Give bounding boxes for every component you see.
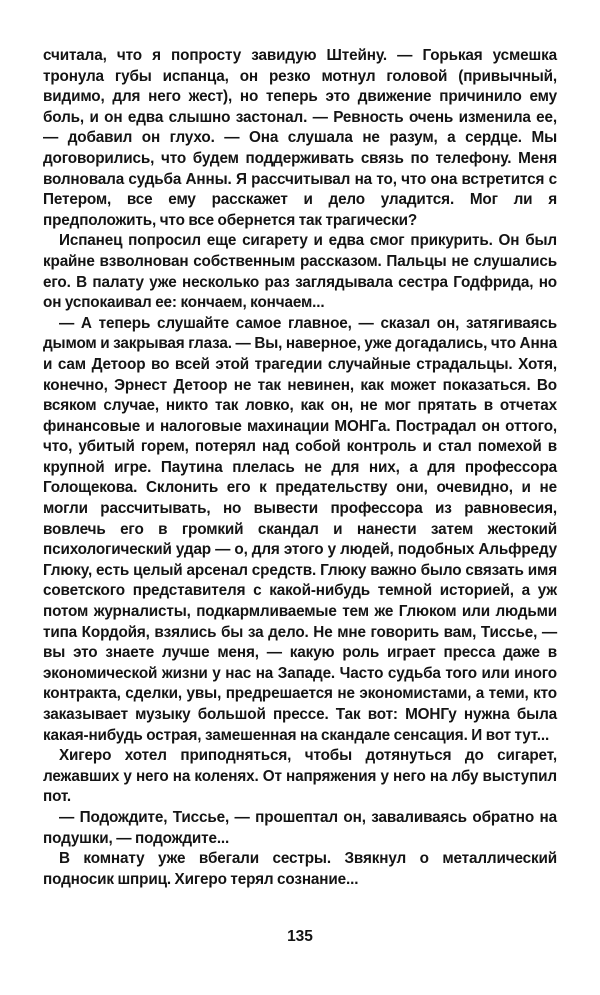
paragraph-5: — Подождите, Тиссье, — прошептал он, заваливаясь обратно на подушки, — подождите... xyxy=(43,808,557,847)
paragraph-6: В комнату уже вбегали сестры. Звякнул о металлический подносик шприц. Хигеро терял сознание... xyxy=(43,850,557,888)
paragraph-2: Испанец попросил еще сигарету и едва смог прикурить. Он был крайне взволнован собственным рассказом. Пальцы не слушались его. В палату уже несколько раз заглядывала сестра Годфрида, но он успокаивал ее: кончаем, кончаем... xyxy=(43,232,557,312)
page-number: 135 xyxy=(287,928,313,945)
paragraph-1: считала, что я попросту завидую Штейну. — Горькая усмешка тронула губы испанца, он резко мотнул головой (привычный, видимо, для него жест), но теперь это движение причинило ему боль, и он едва слышно застонал. — Ревность очень изменила ее, — добавил он глухо. — Она слушала не разум, а сердце. Мы договорились, что будем поддерживать связь по телефону. Меня волновала судьба Анны. Я рассчитывал на то, что она встретится с Петером, все ему расскажет и дело уладится. Мог ли я предположить, что все обернется так трагически? xyxy=(43,47,557,229)
paragraph-4: Хигеро хотел приподняться, чтобы дотянуться до сигарет, лежавших у него на коленях. От напряжения у него на лбу выступил пот. xyxy=(43,747,557,806)
page-text-block xyxy=(43,46,557,890)
paragraph-3: — А теперь слушайте самое главное, — сказал он, затягиваясь дымом и закрывая глаза. — Вы, наверное, уже догадались, что Анна и сам Детоор во всей этой трагедии случайные страдальцы. Хотя, конечно, Эрнест Детоор не так невинен, как может показаться. Во всяком случае, никто так ловко, как он, не мог прятать в отчетах финансовые и налоговые махинации МОНГа. Пострадал он оттого, что, убитый горем, потерял над собой контроль и стал помехой в крупной игре. Паутина плелась не для них, а для профессора Голощекова. Склонить его к предательству они, очевидно, и не могли рассчитывать, но вывести профессора из равновесия, вовлечь его в громкий скандал и нанести затем жестокий психологический удар — о, для этого у людей, подобных Альфреду Глюку, есть целый арсенал средств. Глюку важно было связать имя советского представителя с какой-нибудь темной историей, а уж потом журналисты, подкармливаемые тем же Глюком или людьми типа Кордойя, взялись бы за дело. Не мне говорить вам, Тиссье, — вы это знаете лучше меня, — какую роль играет пресса даже в экономической жизни у нас на Западе. Часто судьба того или иного контракта, сделки, увы, предрешается не экономистами, а теми, кто заказывает музыку большой прессе. Так вот: МОНГу нужна была какая-нибудь острая, замешенная на скандале сенсация. И вот тут... xyxy=(43,314,557,744)
